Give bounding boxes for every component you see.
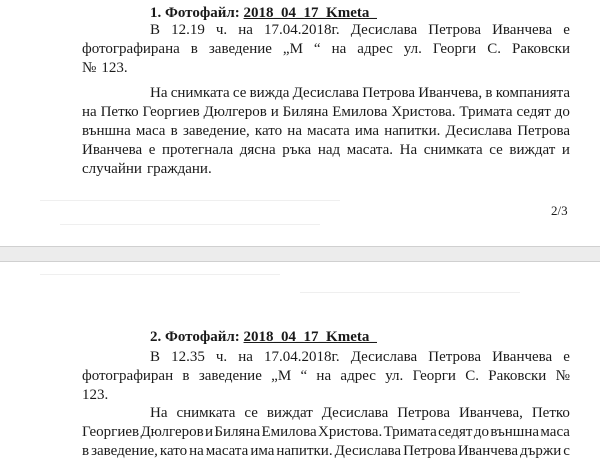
word: На (150, 85, 168, 101)
word: Петрова (428, 349, 482, 365)
word: Иванчева, (458, 405, 523, 421)
word: до (473, 424, 489, 440)
word: Дюлгеров (140, 424, 204, 440)
word: 123. (82, 387, 109, 403)
word: снимката (170, 85, 230, 101)
word: Биляна (282, 104, 329, 120)
word: на (82, 104, 97, 120)
word: протегнала (162, 142, 234, 158)
word: „М (271, 368, 292, 384)
heading-filename: 2018_04_17_Kmeta_ (243, 329, 377, 345)
word: заведение (198, 368, 262, 384)
word: Десислава (350, 22, 418, 38)
word: Биляна (214, 424, 261, 440)
word: Георги (412, 368, 456, 384)
word: се (489, 142, 503, 158)
word: и (561, 142, 570, 158)
text-line (82, 367, 570, 385)
word: виждат (509, 142, 556, 158)
text-line (82, 386, 570, 404)
word: като (254, 123, 283, 139)
word: Тримата (459, 104, 513, 120)
heading-prefix: 1. Фотофайл: (150, 5, 244, 21)
word: снимката (423, 142, 483, 158)
word: напитки. (384, 123, 441, 139)
bleed-through-line (60, 224, 320, 225)
word: над (317, 142, 341, 158)
bleed-through-line (40, 274, 280, 275)
text-line (82, 40, 570, 58)
bleed-through-line (40, 200, 340, 201)
text-line (150, 84, 570, 102)
word: в (190, 41, 198, 57)
word: се (244, 405, 258, 421)
word: Иванчева (457, 443, 518, 458)
word: е (563, 22, 570, 38)
word: Раковски (511, 41, 570, 57)
word: е (148, 142, 156, 158)
word: Раковски (488, 368, 547, 384)
word: ул. (385, 368, 404, 384)
word: виждат (266, 405, 313, 421)
word: в (82, 443, 90, 458)
word: “ (313, 41, 321, 57)
section-heading (150, 4, 377, 22)
word: масата. (346, 142, 394, 158)
word: маса (135, 123, 166, 139)
word: като (159, 443, 188, 458)
word: В (150, 349, 161, 365)
word: Петрова (397, 405, 450, 421)
word: Иванчева, (418, 85, 483, 101)
word: е (563, 349, 570, 365)
word: на (316, 368, 332, 384)
word: до (554, 104, 570, 120)
word: 12.19 (171, 22, 205, 38)
word: в (182, 368, 190, 384)
word: снимката (176, 405, 236, 421)
word: Иванчева (82, 142, 143, 158)
section-heading (150, 328, 377, 346)
word: № (555, 368, 570, 384)
word: заведение, (91, 443, 158, 458)
word: 12.35 (171, 349, 205, 365)
word: Христова. (391, 104, 456, 120)
word: ч. (215, 349, 228, 365)
word: държи (520, 443, 562, 458)
word: външна (82, 123, 131, 139)
word: Петко (100, 104, 139, 120)
word: и (205, 424, 214, 440)
word: има (250, 443, 275, 458)
word: В (150, 22, 161, 38)
word: Десислава (292, 85, 360, 101)
document-page-bottom (0, 262, 600, 458)
text-line (150, 348, 570, 366)
word: се (232, 85, 247, 101)
word: на (287, 123, 302, 139)
word: адрес (357, 41, 393, 57)
word: Дюлгеров (203, 104, 267, 120)
text-line (150, 21, 570, 39)
word: ч. (215, 22, 228, 38)
word: Десислава (334, 443, 402, 458)
word: „М (282, 41, 303, 57)
word: Петрова (362, 85, 416, 101)
word: Петрова (428, 22, 482, 38)
word: граждани. (146, 161, 212, 177)
word: Десислава (445, 123, 513, 139)
word: вижда (249, 85, 290, 101)
word: случайни (82, 161, 142, 177)
word: Георгиев (82, 424, 140, 440)
word: дясна (239, 142, 276, 158)
word: маса (540, 424, 570, 440)
page-separator (0, 246, 600, 262)
word: № (82, 60, 97, 76)
word: С. (465, 368, 479, 384)
word: Емилова (261, 424, 317, 440)
word: Христова. (318, 424, 383, 440)
text-line (82, 59, 570, 77)
text-line (82, 423, 570, 441)
bleed-through-line (300, 292, 520, 293)
word: ръка (282, 142, 312, 158)
word: външна (490, 424, 540, 440)
word: Петко (531, 405, 570, 421)
word: Десислава (350, 349, 418, 365)
page-number: 2/3 (551, 203, 568, 218)
word: фотографирана (82, 41, 180, 57)
text-line (82, 160, 570, 178)
word: и (270, 104, 279, 120)
word: “ (300, 368, 308, 384)
word: На (150, 405, 168, 421)
word: на (331, 41, 347, 57)
text-line (150, 404, 570, 422)
word: Петрова (517, 123, 570, 139)
text-line (82, 122, 570, 140)
word: ул. (403, 41, 422, 57)
word: на (238, 22, 253, 38)
word: Десислава (321, 405, 389, 421)
word: седят (516, 104, 551, 120)
word: на (238, 349, 253, 365)
word: напитки. (276, 443, 333, 458)
word: в (170, 123, 178, 139)
word: На (399, 142, 418, 158)
word: масата (205, 443, 249, 458)
word: Иванчева (492, 349, 553, 365)
word: масата (307, 123, 350, 139)
word: 17.04.2018г. (263, 349, 340, 365)
word: Георги (432, 41, 477, 57)
word: седят (438, 424, 473, 440)
word: заведение, (182, 123, 250, 139)
word: заведение (208, 41, 272, 57)
word: има (354, 123, 379, 139)
word: адрес (340, 368, 376, 384)
heading-prefix: 2. Фотофайл: (150, 329, 244, 345)
word: 17.04.2018г. (263, 22, 340, 38)
word: в (485, 85, 493, 101)
word: Георгиев (142, 104, 200, 120)
word: на (189, 443, 204, 458)
word: С. (487, 41, 501, 57)
word: компанията (495, 85, 570, 101)
word: фотографиран (82, 368, 174, 384)
word: с (563, 443, 570, 458)
text-line (82, 103, 570, 121)
text-line (82, 141, 570, 159)
word: 123. (101, 60, 128, 76)
text-line (82, 442, 570, 458)
word: Емилова (332, 104, 388, 120)
word: Тримата (383, 424, 437, 440)
word: Иванчева (492, 22, 553, 38)
word: Петрова (403, 443, 456, 458)
heading-filename: 2018_04_17_Kmeta_ (243, 5, 377, 21)
